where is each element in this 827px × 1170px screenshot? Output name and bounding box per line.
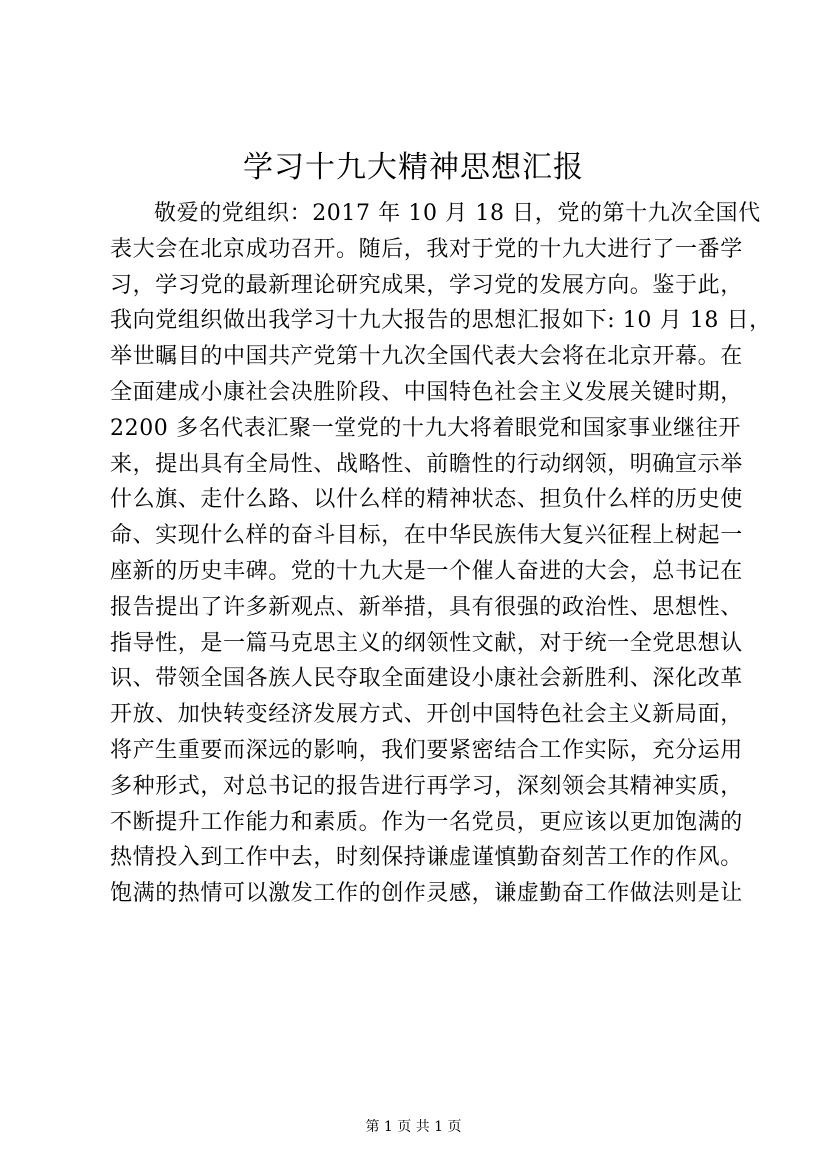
document-title: 学习十九大精神思想汇报 <box>243 150 584 185</box>
body-line: 我向党组织做出我学习十九大报告的思想汇报如下: 10 月 18 日， <box>110 308 772 334</box>
body-line: 习，学习党的最新理论研究成果，学习党的发展方向。鉴于此， <box>110 272 743 298</box>
body-line: 将产生重要而深远的影响，我们要紧密结合工作实际，充分运用 <box>110 737 743 763</box>
body-line: 座新的历史丰碑。党的十九大是一个催人奋进的大会，总书记在 <box>110 558 743 584</box>
body-line: 命、实现什么样的奋斗目标，在中华民族伟大复兴征程上树起一 <box>110 523 743 549</box>
body-line: 什么旗、走什么路、以什么样的精神状态、担负什么样的历史使 <box>110 487 743 513</box>
body-line: 表大会在北京成功召开。随后，我对于党的十九大进行了一番学 <box>110 236 743 262</box>
body-line: 全面建成小康社会决胜阶段、中国特色社会主义发展关键时期， <box>110 379 743 405</box>
body-line: 报告提出了许多新观点、新举措，具有很强的政治性、思想性、 <box>110 594 743 620</box>
body-line: 来，提出具有全局性、战略性、前瞻性的行动纲领，明确宣示举 <box>110 451 743 477</box>
body-line: 识、带领全国各族人民夺取全面建设小康社会新胜利、深化改革 <box>110 666 743 692</box>
body-line: 举世瞩目的中国共产党第十九次全国代表大会将在北京开幕。在 <box>110 344 743 370</box>
body-line: 不断提升工作能力和素质。作为一名党员，更应该以更加饱满的 <box>110 809 743 835</box>
body-line: 2200 多名代表汇聚一堂党的十九大将着眼党和国家事业继往开 <box>110 415 741 441</box>
body-line: 热情投入到工作中去，时刻保持谦虚谨慎勤奋刻苦工作的作风。 <box>110 845 743 871</box>
body-line: 敬爱的党组织：2017 年 10 月 18 日，党的第十九次全国代 <box>154 201 761 226</box>
body-line: 饱满的热情可以激发工作的创作灵感，谦虚勤奋工作做法则是让 <box>110 881 743 907</box>
body-line: 多种形式，对总书记的报告进行再学习，深刻领会其精神实质， <box>110 773 743 799</box>
page-footer: 第 1 页 共 1 页 <box>365 1119 462 1135</box>
document-body <box>110 196 772 912</box>
body-line: 开放、加快转变经济发展方式、开创中国特色社会主义新局面， <box>110 702 743 728</box>
body-line: 指导性，是一篇马克思主义的纲领性文献，对于统一全党思想认 <box>110 630 743 656</box>
